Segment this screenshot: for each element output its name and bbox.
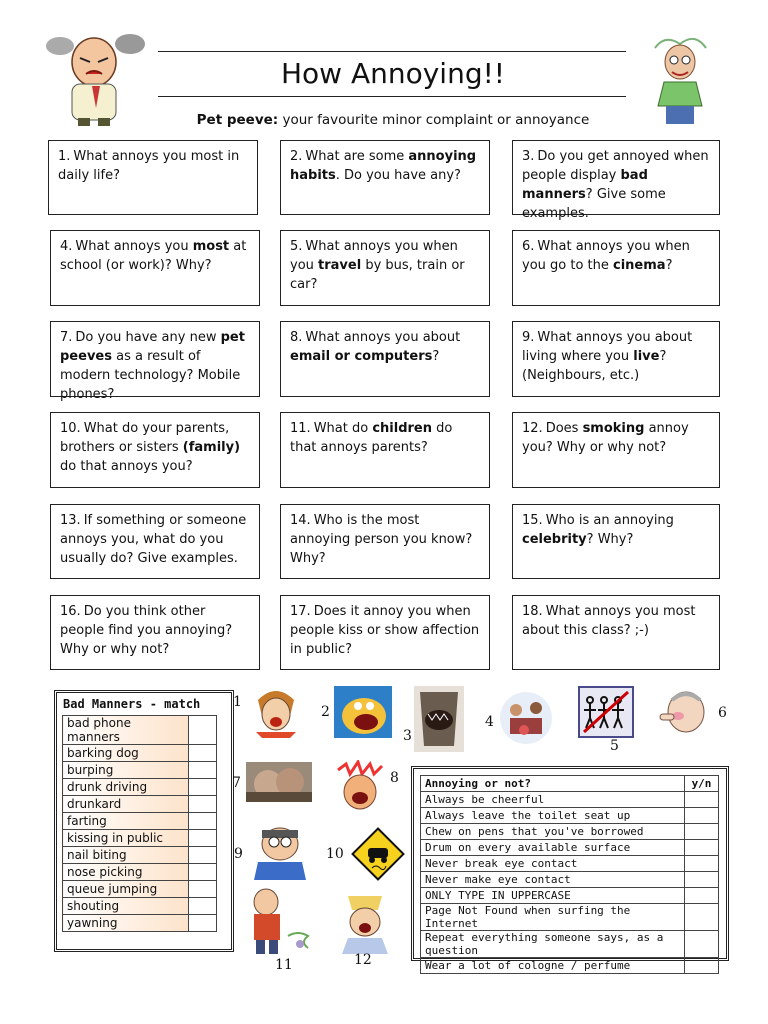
annoying-answer-cell[interactable] bbox=[685, 904, 719, 931]
annoying-or-not-table bbox=[420, 775, 719, 974]
bad-manners-item: nail biting bbox=[63, 847, 189, 864]
question-text: Does bbox=[545, 421, 583, 436]
bad-manners-row bbox=[63, 847, 217, 864]
bad-manners-row bbox=[63, 813, 217, 830]
question-box-6 bbox=[512, 230, 720, 306]
bad-manners-answer-cell[interactable] bbox=[189, 881, 217, 898]
annoying-answer-cell[interactable] bbox=[685, 958, 719, 974]
title-rule-top bbox=[158, 51, 626, 52]
annoying-row bbox=[421, 872, 719, 888]
question-number: 9. bbox=[522, 330, 535, 345]
bad-manners-answer-cell[interactable] bbox=[189, 898, 217, 915]
question-text: . Do you have any? bbox=[335, 168, 461, 183]
bad-manners-item: barking dog bbox=[63, 745, 189, 762]
bad-manners-item: queue jumping bbox=[63, 881, 189, 898]
annoying-answer-cell[interactable] bbox=[685, 840, 719, 856]
annoying-item: Always leave the toilet seat up bbox=[421, 808, 685, 824]
question-box-12 bbox=[512, 412, 720, 488]
question-number: 8. bbox=[290, 330, 303, 345]
question-text: annoy you? Why or why not? bbox=[522, 421, 689, 455]
picture-number-4: 4 bbox=[485, 714, 494, 730]
annoying-row bbox=[421, 792, 719, 808]
question-text: What do bbox=[313, 421, 373, 436]
picture-6-nose-picking-man bbox=[656, 686, 714, 738]
question-keyword: annoying habits bbox=[290, 149, 477, 183]
question-number: 15. bbox=[522, 513, 543, 528]
question-text: do that annoys parents? bbox=[290, 421, 453, 455]
title-rule-bottom bbox=[158, 96, 626, 97]
picture-number-6: 6 bbox=[718, 705, 727, 721]
annoying-item: Chew on pens that you've borrowed bbox=[421, 824, 685, 840]
question-number: 17. bbox=[290, 604, 311, 619]
annoying-item: Drum on every available surface bbox=[421, 840, 685, 856]
question-box-18 bbox=[512, 595, 720, 670]
question-number: 11. bbox=[290, 421, 311, 436]
pet-peeve-term: Pet peeve: bbox=[196, 112, 279, 128]
question-text: as a result of modern technology? Mobile phones? bbox=[60, 349, 241, 402]
question-keyword: most bbox=[192, 239, 230, 254]
question-text: at school (or work)? Why? bbox=[60, 239, 247, 273]
question-text: Do you think other people find you annoying? Why or why not? bbox=[60, 604, 233, 657]
question-keyword: smoking bbox=[582, 421, 645, 436]
annoying-answer-cell[interactable] bbox=[685, 888, 719, 904]
picture-number-1: 1 bbox=[233, 694, 242, 710]
bad-manners-box bbox=[54, 690, 234, 952]
question-text: What do your parents, brothers or sisters bbox=[60, 421, 230, 455]
bad-manners-answer-cell[interactable] bbox=[189, 762, 217, 779]
question-text: What annoys you bbox=[75, 239, 193, 254]
question-box-13 bbox=[50, 504, 260, 579]
annoying-answer-cell[interactable] bbox=[685, 931, 719, 958]
annoying-row bbox=[421, 808, 719, 824]
bad-manners-answer-cell[interactable] bbox=[189, 830, 217, 847]
question-text: What are some bbox=[305, 149, 409, 164]
question-number: 12. bbox=[522, 421, 543, 436]
question-text: ? bbox=[432, 349, 440, 364]
question-text: Who is an annoying bbox=[545, 513, 674, 528]
question-text: ? (Neighbours, etc.) bbox=[522, 349, 667, 383]
question-keyword: celebrity bbox=[522, 532, 587, 547]
picture-11-farting-man bbox=[238, 886, 322, 956]
question-number: 2. bbox=[290, 149, 303, 164]
bad-manners-heading: Bad Manners - match bbox=[63, 697, 201, 711]
bad-manners-answer-cell[interactable] bbox=[189, 915, 217, 932]
question-text: by bus, train or car? bbox=[290, 258, 465, 292]
picture-number-11: 11 bbox=[275, 957, 293, 973]
annoying-item: Always be cheerful bbox=[421, 792, 685, 808]
question-text: Do you get annoyed when people display bbox=[522, 149, 709, 183]
bad-manners-row bbox=[63, 762, 217, 779]
question-keyword: travel bbox=[318, 258, 362, 273]
question-box-15 bbox=[512, 504, 720, 579]
bad-manners-item: yawning bbox=[63, 915, 189, 932]
picture-number-10: 10 bbox=[326, 846, 344, 862]
question-keyword: email or computers bbox=[290, 349, 433, 364]
bad-manners-row bbox=[63, 745, 217, 762]
annoying-item: Never break eye contact bbox=[421, 856, 685, 872]
question-text: Who is the most annoying person you know? Why? bbox=[290, 513, 473, 566]
picture-1-shouting-woman bbox=[250, 686, 302, 738]
picture-5-queue-sign bbox=[578, 686, 634, 738]
bad-manners-answer-cell[interactable] bbox=[189, 847, 217, 864]
question-number: 6. bbox=[522, 239, 535, 254]
annoying-answer-cell[interactable] bbox=[685, 856, 719, 872]
question-number: 13. bbox=[60, 513, 81, 528]
bad-manners-item: shouting bbox=[63, 898, 189, 915]
question-number: 10. bbox=[60, 421, 81, 436]
bad-manners-item: drunkard bbox=[63, 796, 189, 813]
question-number: 14. bbox=[290, 513, 311, 528]
annoying-answer-cell[interactable] bbox=[685, 872, 719, 888]
question-box-10 bbox=[50, 412, 260, 488]
picture-number-5: 5 bbox=[610, 738, 619, 754]
bad-manners-answer-cell[interactable] bbox=[189, 813, 217, 830]
question-number: 4. bbox=[60, 239, 73, 254]
picture-number-3: 3 bbox=[403, 728, 412, 744]
question-text: What annoys you most about this class? ;-) bbox=[522, 604, 696, 638]
annoying-or-not-box bbox=[411, 766, 729, 972]
bad-manners-row bbox=[63, 898, 217, 915]
question-box-7 bbox=[50, 321, 260, 402]
question-number: 16. bbox=[60, 604, 81, 619]
bad-manners-answer-cell[interactable] bbox=[189, 864, 217, 881]
question-keyword: children bbox=[372, 421, 432, 436]
picture-8-burping-man bbox=[332, 760, 390, 812]
bad-manners-item: bad phone manners bbox=[63, 716, 189, 745]
question-box-3 bbox=[512, 140, 720, 221]
picture-12-yawning-man bbox=[330, 892, 400, 954]
picture-number-8: 8 bbox=[390, 770, 399, 786]
picture-3-barking-dog bbox=[414, 686, 464, 752]
yn-heading: y/n bbox=[685, 776, 719, 792]
question-box-14 bbox=[280, 504, 490, 579]
question-box-4 bbox=[50, 230, 260, 306]
question-text: Does it annoy you when people kiss or show affection in public? bbox=[290, 604, 480, 657]
bad-manners-item: kissing in public bbox=[63, 830, 189, 847]
annoying-answer-cell[interactable] bbox=[685, 792, 719, 808]
question-box-2 bbox=[280, 140, 490, 215]
annoying-heading: Annoying or not? bbox=[421, 776, 685, 792]
pet-peeve-definition bbox=[160, 112, 626, 128]
picture-number-12: 12 bbox=[354, 952, 372, 968]
bad-manners-row bbox=[63, 915, 217, 932]
question-number: 18. bbox=[522, 604, 543, 619]
picture-9-nail-biting-man bbox=[248, 822, 314, 880]
picture-number-2: 2 bbox=[321, 704, 330, 720]
bad-manners-table bbox=[62, 715, 217, 932]
question-text: do that annoys you? bbox=[60, 459, 193, 474]
stressed-man-cartoon bbox=[640, 30, 720, 128]
question-number: 7. bbox=[60, 330, 73, 345]
picture-number-7: 7 bbox=[232, 775, 241, 791]
question-keyword: bad manners bbox=[522, 168, 648, 202]
bad-manners-answer-cell[interactable] bbox=[189, 796, 217, 813]
annoying-header-row bbox=[421, 776, 719, 792]
question-text: ? bbox=[665, 258, 673, 273]
question-number: 5. bbox=[290, 239, 303, 254]
question-box-5 bbox=[280, 230, 490, 306]
picture-number-9: 9 bbox=[234, 846, 243, 862]
question-keyword: cinema bbox=[613, 258, 666, 273]
annoying-answer-cell[interactable] bbox=[685, 808, 719, 824]
pet-peeve-meaning: your favourite minor complaint or annoyance bbox=[282, 112, 590, 128]
bad-manners-item: farting bbox=[63, 813, 189, 830]
bad-manners-item: burping bbox=[63, 762, 189, 779]
question-text: ? Give some examples. bbox=[522, 187, 666, 221]
bad-manners-row bbox=[63, 796, 217, 813]
angry-man-cartoon bbox=[40, 28, 150, 128]
question-keyword: live bbox=[633, 349, 660, 364]
question-text: What annoys you when you go to the bbox=[522, 239, 690, 273]
question-text: Do you have any new bbox=[75, 330, 221, 345]
annoying-row bbox=[421, 840, 719, 856]
bad-manners-answer-cell[interactable] bbox=[189, 779, 217, 796]
annoying-row bbox=[421, 888, 719, 904]
bad-manners-row bbox=[63, 779, 217, 796]
picture-7-kissing-couple bbox=[246, 762, 312, 802]
question-box-17 bbox=[280, 595, 490, 670]
question-text: What annoys you about living where you bbox=[522, 330, 693, 364]
question-box-8 bbox=[280, 321, 490, 397]
bad-manners-item: nose picking bbox=[63, 864, 189, 881]
annoying-answer-cell[interactable] bbox=[685, 824, 719, 840]
question-box-1 bbox=[48, 140, 258, 215]
question-text: What annoys you about bbox=[305, 330, 461, 345]
annoying-item: Page Not Found when surfing the Internet bbox=[421, 904, 685, 931]
bad-manners-item: drunk driving bbox=[63, 779, 189, 796]
picture-2-shouting-man bbox=[334, 686, 392, 738]
question-box-11 bbox=[280, 412, 490, 488]
question-box-9 bbox=[512, 321, 720, 397]
annoying-row bbox=[421, 824, 719, 840]
annoying-row bbox=[421, 904, 719, 931]
bad-manners-row bbox=[63, 881, 217, 898]
bad-manners-row bbox=[63, 830, 217, 847]
picture-10-drunk-driving-sign bbox=[350, 826, 406, 882]
bad-manners-row bbox=[63, 716, 217, 745]
annoying-row bbox=[421, 856, 719, 872]
annoying-item: Repeat everything someone says, as a question bbox=[421, 931, 685, 958]
picture-4-dinner-group bbox=[496, 686, 556, 746]
question-text: What annoys you most in daily life? bbox=[58, 149, 240, 183]
question-keyword: (family) bbox=[182, 440, 241, 455]
annoying-item: ONLY TYPE IN UPPERCASE bbox=[421, 888, 685, 904]
annoying-row bbox=[421, 931, 719, 958]
bad-manners-row bbox=[63, 864, 217, 881]
question-number: 1. bbox=[58, 149, 71, 164]
question-number: 3. bbox=[522, 149, 535, 164]
annoying-row bbox=[421, 958, 719, 974]
annoying-item: Never make eye contact bbox=[421, 872, 685, 888]
page-title: How Annoying!! bbox=[280, 57, 506, 90]
question-text: What annoys you when you bbox=[290, 239, 458, 273]
bad-manners-answer-cell[interactable] bbox=[189, 716, 217, 745]
question-text: If something or someone annoys you, what do you usually do? Give examples. bbox=[60, 513, 247, 566]
bad-manners-answer-cell[interactable] bbox=[189, 745, 217, 762]
question-box-16 bbox=[50, 595, 260, 670]
question-text: ? Why? bbox=[586, 532, 634, 547]
annoying-item: Wear a lot of cologne / perfume bbox=[421, 958, 685, 974]
question-keyword: pet peeves bbox=[60, 330, 245, 364]
